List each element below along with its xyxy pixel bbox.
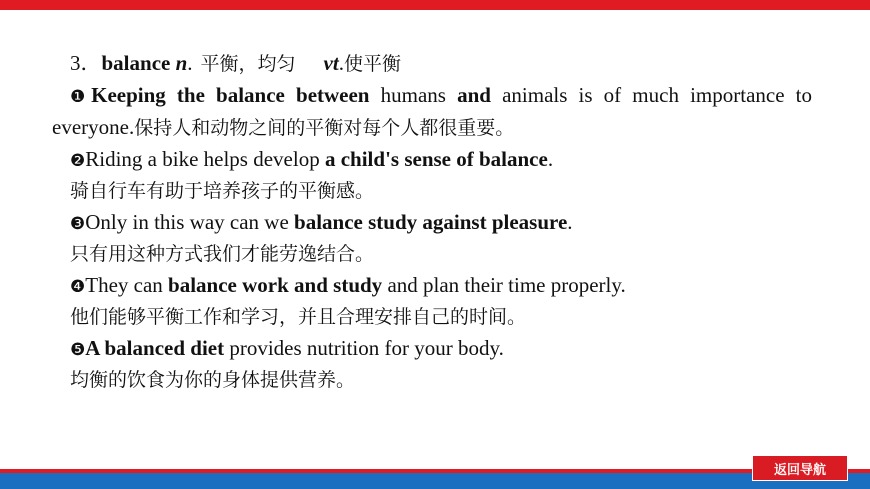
example-1-sentence: ❶Keeping the balance between humans and animals is of much importance to everyone.保持人和动物之间的平衡对每个人都很重要。 <box>52 82 812 139</box>
example-5-sentence: ❺A balanced diet provides nutrition for your body. <box>70 335 504 360</box>
noun-meaning: 平衡，均匀 <box>200 53 296 75</box>
bottom-red-strip <box>0 469 870 473</box>
number-5-icon: ❺ <box>70 339 86 360</box>
example-4-translation: 他们能够平衡工作和学习，并且合理安排自己的时间。 <box>70 306 527 328</box>
example-3-sentence: ❸Only in this way can we balance study against pleasure. <box>70 209 573 234</box>
example-4-sentence: ❹They can balance work and study and plan their time properly. <box>70 272 626 297</box>
verb-meaning: 使平衡 <box>343 53 401 75</box>
part-of-speech-noun: n <box>175 51 188 75</box>
number-1-icon: ❶ <box>70 86 92 107</box>
example-1-translation: 保持人和动物之间的平衡对每个人都很重要。 <box>134 117 515 139</box>
entry-number: 3． <box>70 51 102 75</box>
part-of-speech-verb: vt <box>323 51 339 75</box>
entry-headword-line: 3．balance n. 平衡，均匀 vt.使平衡 <box>70 51 401 75</box>
vocabulary-entry <box>52 48 812 396</box>
example-3-translation: 只有用这种方式我们才能劳逸结合。 <box>70 243 375 265</box>
example-5-translation: 均衡的饮食为你的身体提供营养。 <box>70 369 356 391</box>
example-2-sentence: ❷Riding a bike helps develop a child's sense of balance. <box>70 146 554 171</box>
number-4-icon: ❹ <box>70 276 86 297</box>
number-3-icon: ❸ <box>70 213 86 234</box>
headword: balance <box>101 51 171 75</box>
top-red-bar <box>0 0 870 10</box>
back-to-navigation-button[interactable]: 返回导航 <box>752 455 848 481</box>
example-2-translation: 骑自行车有助于培养孩子的平衡感。 <box>70 180 375 202</box>
bottom-blue-bar <box>0 469 870 489</box>
number-2-icon: ❷ <box>70 150 86 171</box>
